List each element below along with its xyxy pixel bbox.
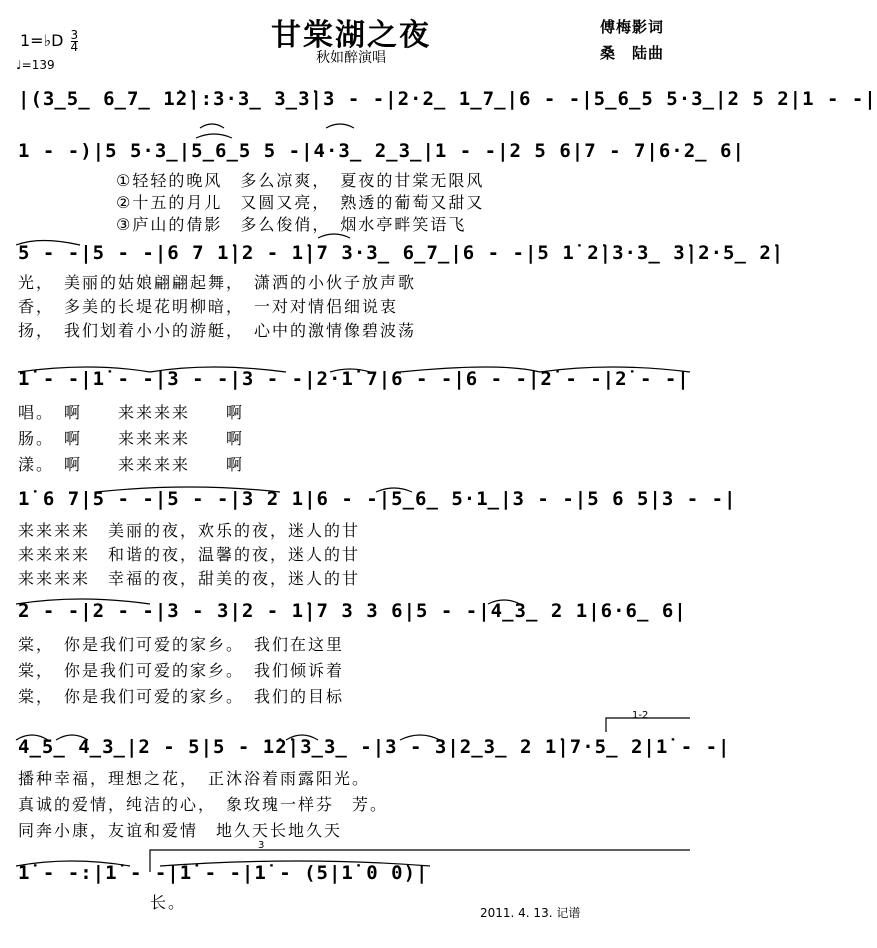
notation-row-1: |(3̲5̲ 6̲7̲ 1̇2̇|:3·3̲ 3̲3̇|3 - -|2·2̲ 1̲7̲|6 - -|5̲6̲5 5·3̲|2 5 2|1 - -|	[18, 88, 877, 110]
lyric-row-5-verse-2: 来来来来 和谐的夜，温馨的夜，迷人的甘	[18, 545, 361, 564]
notation-row-4: 1̇ - -|1̇ - -|3 - -|3 - -|2·1̇ 7|6 - -|6 - -|2̇ - -|2̇ - -|	[18, 368, 690, 390]
volta-bracket-3: 3	[258, 840, 265, 851]
lyric-row-8-verse-3: 长。	[150, 893, 187, 912]
lyric-row-6-verse-3: 棠， 你是我们可爱的家乡。 我们的目标	[18, 687, 345, 706]
lyric-row-5-verse-3: 来来来来 幸福的夜，甜美的夜，迷人的甘	[18, 569, 361, 588]
lyric-row-7-verse-1: 播种幸福，理想之花， 正沐浴着雨露阳光。	[18, 769, 371, 788]
key-signature	[20, 30, 78, 53]
lyric-row-4-verse-2: 肠。 啊 来来来来 啊	[18, 429, 245, 448]
lyric-row-2-verse-1: ①轻轻的晚风 多么凉爽， 夏夜的甘棠无限风	[116, 171, 485, 190]
time-numerator: 3	[70, 28, 79, 42]
volta-bracket-1-2: 1-2	[632, 710, 649, 721]
lyric-row-6-verse-1: 棠， 你是我们可爱的家乡。 我们在这里	[18, 635, 345, 654]
slur-arc	[200, 124, 224, 128]
song-title: 甘棠湖之夜	[271, 18, 431, 53]
slur-arc	[326, 124, 354, 128]
notation-row-3: 5 - -|5 - -|6 7 1̇|2 - 1̇|7 3·3̲ 6̲7̲|6 - -|5 1̇ 2̇|3·3̲ 3̇|2·5̲ 2̇|	[18, 242, 785, 264]
slur-arc	[196, 134, 232, 138]
key-label: 1=♭D	[20, 31, 64, 50]
notation-row-5: 1̇ 6 7|5 - -|5 - -|3 2 1|6 - -|5̲6̲ 5·1̲|3 - -|5 6 5|3 - -|	[18, 488, 737, 510]
tempo-marking	[16, 58, 55, 72]
lyric-row-6-verse-2: 棠， 你是我们可爱的家乡。 我们倾诉着	[18, 661, 345, 680]
lyric-row-3-verse-1: 光， 美丽的姑娘翩翩起舞， 潇洒的小伙子放声歌	[18, 273, 417, 292]
time-signature	[71, 30, 79, 53]
quarter-note-icon: ♩	[16, 58, 22, 72]
tempo-value: =139	[21, 58, 55, 72]
time-denominator: 4	[70, 40, 79, 54]
notation-row-7: 4̲5̲ 4̲3̲|2 - 5|5 - 1̇2̇|3̲3̲ -|3 - 3|2̲3̲ 2 1̇|7·5̲ 2|1̇ - -|	[18, 736, 731, 758]
lyric-row-4-verse-3: 漾。 啊 来来来来 啊	[18, 455, 245, 474]
lyric-row-7-verse-2: 真诚的爱情，纯洁的心， 象玫瑰一样芬 芳。	[18, 795, 389, 814]
lyric-row-4-verse-1: 唱。 啊 来来来来 啊	[18, 403, 245, 422]
lyric-row-2-verse-3: ③庐山的倩影 多么俊俏， 烟水亭畔笑语飞	[116, 215, 467, 234]
composer-credit: 桑 陆曲	[600, 44, 665, 62]
lyricist-credit: 傅梅影词	[600, 18, 665, 36]
lyric-row-3-verse-3: 扬， 我们划着小小的游艇， 心中的激情像碧波荡	[18, 321, 417, 340]
notation-row-6: 2 - -|2 - -|3 - 3|2 - 1̇|7 3 3 6|5 - -|4̲3̲ 2 1|6·6̲ 6|	[18, 600, 687, 622]
singer-credit: 秋如醉演唱	[316, 50, 386, 66]
notation-date: 2011. 4. 13. 记谱	[480, 906, 581, 920]
lyric-row-7-verse-3: 同奔小康，友谊和爱情 地久天长地久天	[18, 821, 343, 840]
notation-row-2: 1 - -)|5 5·3̲|5̲6̲5 5 -|4·3̲ 2̲3̲|1 - -|2 5 6|7 - 7|6·2̲ 6|	[18, 140, 745, 162]
lyric-row-3-verse-2: 香， 多美的长堤花明柳暗， 一对对情侣细说衷	[18, 297, 399, 316]
lyric-row-5-verse-1: 来来来来 美丽的夜，欢乐的夜，迷人的甘	[18, 521, 361, 540]
lyric-row-2-verse-2: ②十五的月儿 又圆又亮， 熟透的葡萄又甜又	[116, 193, 485, 212]
notation-row-8: 1̇ - -:|1̇ - -|1̇ - -|1̇ - (5|1̇ 0 0)|	[18, 862, 429, 884]
